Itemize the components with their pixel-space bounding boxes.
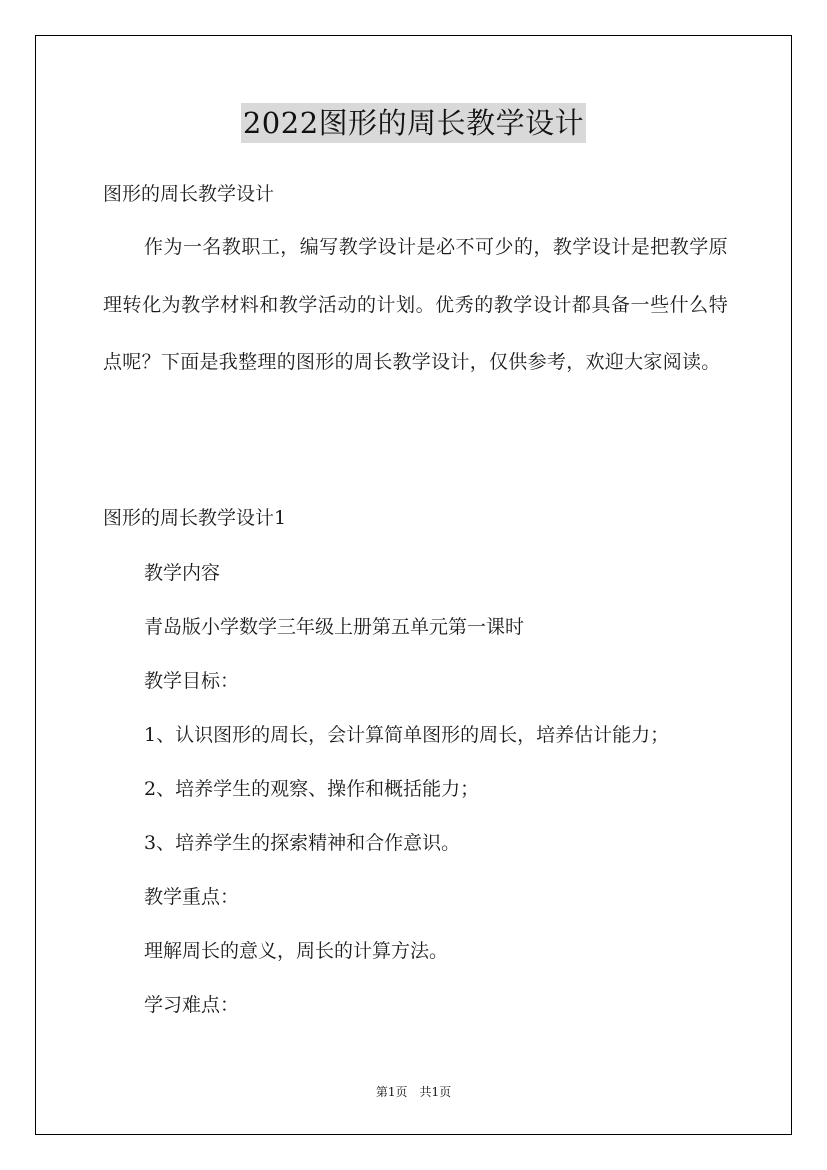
body-line: 教学目标：	[144, 670, 240, 692]
intro-paragraph: 作为一名教职工，编写教学设计是必不可少的，教学设计是把教学原理转化为教学材料和教学活动的计划。优秀的教学设计都具备一些什么特点呢？下面是我整理的图形的周长教学设计，仅供参考，欢迎大家阅读。	[103, 236, 728, 373]
body-line: 1、认识图形的周长，会计算简单图形的周长，培养估计能力；	[144, 724, 670, 746]
title-container	[0, 103, 827, 143]
body-line: 3、培养学生的探索精神和合作意识。	[144, 832, 461, 854]
body-line: 教学重点：	[144, 886, 240, 908]
body-line: 学习难点：	[144, 994, 240, 1016]
subtitle: 图形的周长教学设计	[103, 183, 275, 205]
body-line: 青岛版小学数学三年级上册第五单元第一课时	[144, 616, 525, 638]
page-total: 共1页	[419, 1085, 452, 1099]
body-line: 2、培养学生的观察、操作和概括能力；	[144, 778, 480, 800]
body-line: 教学内容	[144, 562, 221, 584]
body-line: 理解周长的意义，周长的计算方法。	[144, 940, 449, 962]
page-footer	[0, 1084, 827, 1100]
page-number: 第1页	[375, 1085, 408, 1099]
section-heading: 图形的周长教学设计1	[103, 507, 287, 529]
document-title: 2022图形的周长教学设计	[241, 103, 586, 143]
